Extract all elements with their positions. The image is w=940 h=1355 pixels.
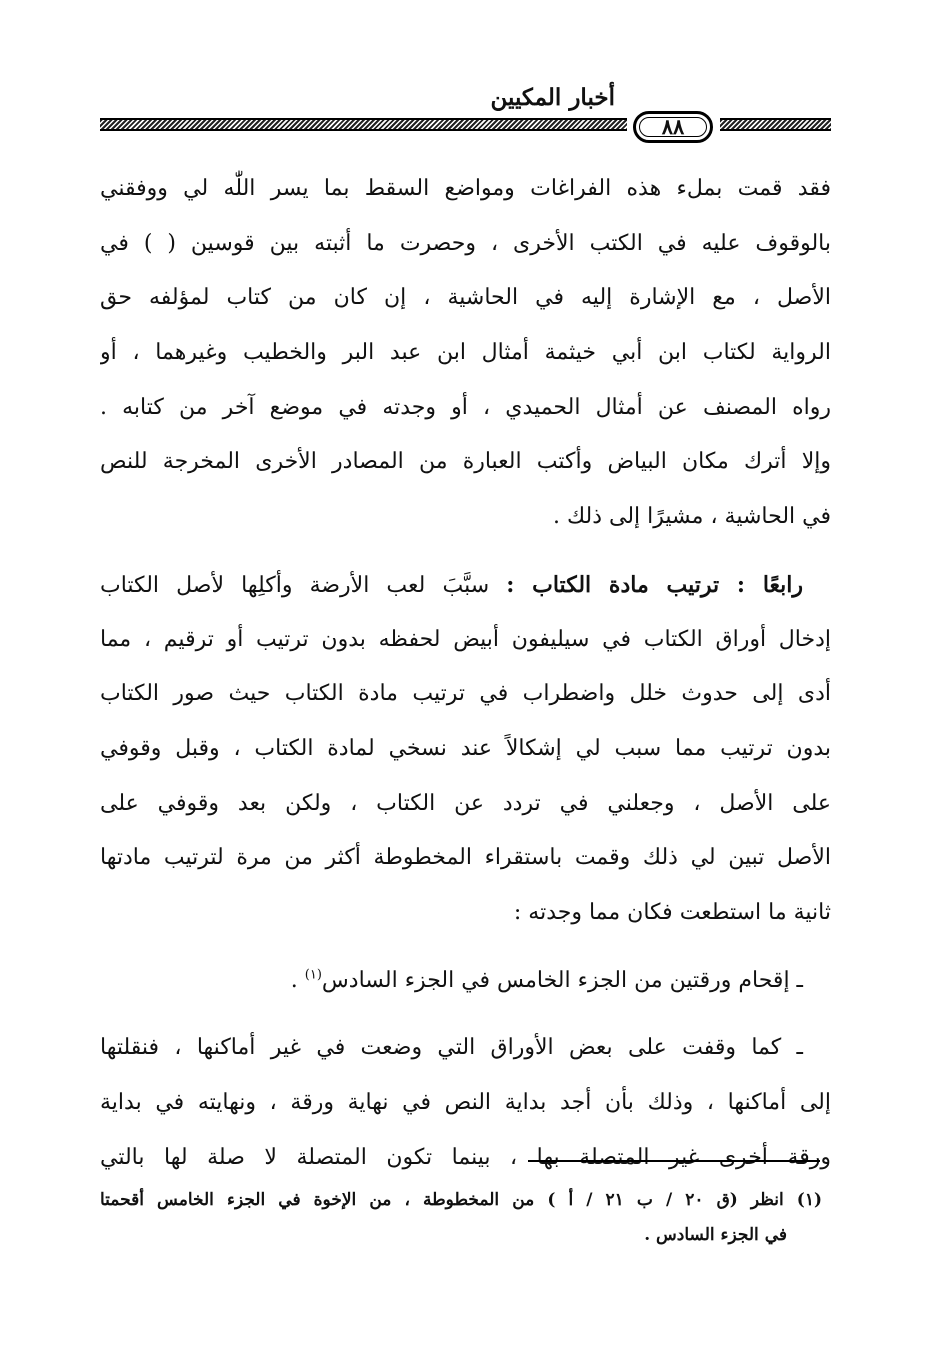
- section-heading-rest: سبَّبَ لعب الأرضة وأكلِها لأصل الكتاب: [100, 572, 490, 598]
- list-item: [100, 954, 831, 1009]
- text-line: رواه المصنف عن أمثال الحميدي ، أو وجدته في موضع آخر من كتابه .: [100, 394, 831, 420]
- list-item-end: .: [290, 967, 298, 993]
- header-rule-right: [720, 118, 831, 131]
- header-rule-left: [100, 118, 627, 131]
- paragraph-gap: [100, 941, 831, 954]
- text-line: على الأصل ، وجعلني في تردد عن الكتاب ، ولكن بعد وقوفي على: [100, 790, 831, 816]
- text-line: بالوقوف عليه في الكتب الأخرى ، وحصرت ما أثبته بين قوسين ( ) في: [100, 230, 831, 256]
- text-line: فقد قمت بملء هذه الفراغات ومواضع السقط بما يسر اللّٰه لي ووفقني: [100, 176, 831, 201]
- paragraph-gap: [100, 545, 831, 558]
- section-heading-line: [100, 558, 831, 613]
- text-line: أدى إلى حدوث خلل واضطراب في ترتيب مادة الكتاب حيث صور الكتاب: [100, 681, 831, 707]
- page-number: ٨٨: [633, 111, 713, 143]
- text-line: في الحاشية ، مشيرًا إلى ذلك .: [553, 504, 831, 530]
- text-line: الأصل تبين لي ذلك وقمت باستقراء المخطوطة أكثر من مرة لترتيب مادتها: [100, 845, 831, 871]
- text-line: إدخال أوراق الكتاب في سيليفون أبيض لحفظه بدون ترتيب أو ترقيم ، مما: [100, 626, 831, 652]
- text-line: ثانية ما استطعت فكان مما وجدته :: [513, 899, 831, 925]
- footnotes: [100, 1183, 822, 1253]
- body-text: [100, 162, 831, 1185]
- section-heading: رابعًا : ترتيب مادة الكتاب :: [506, 571, 803, 598]
- footnote-reference: (١): [304, 967, 322, 983]
- text-line: وإلا أترك مكان البياض وأكتب العبارة من المصادر الأخرى المخرجة للنص: [100, 449, 831, 475]
- text-line: ورقة أخرى غير المتصلة بها ، بينما تكون المتصلة لا صلة لها بالتي: [100, 1144, 831, 1170]
- text-line: الأصل ، مع الإشارة إليه في الحاشية ، إن كان من كتاب لمؤلفه حق: [100, 285, 831, 311]
- list-item: ـ كما وقفت على بعض الأوراق التي وضعت في غير أماكنها ، فنقلتها: [100, 1035, 803, 1061]
- footnote-line: (١) انظر (ق ٢٠ / ب ٢١ / أ ) من المخطوطة ، من الإخوة في الجزء الخامس أقحمتا: [100, 1190, 822, 1210]
- running-title: أخبار المكيين: [490, 84, 615, 111]
- text-line: الرواية لكتاب ابن أبي خيثمة أمثال ابن عبد البر والخطيب وغيرهما ، أو: [100, 340, 831, 366]
- list-item-text: ـ إقحام ورقتين من الجزء الخامس في الجزء السادس: [321, 967, 803, 993]
- text-line: إلى أماكنها ، وذلك بأن أجد بداية النص في نهاية ورقة ، ونهايته في بداية: [100, 1090, 831, 1115]
- text-line: بدون ترتيب مما سبب لي إشكالاً عند نسخي لمادة الكتاب ، وقبل وقوفي: [100, 735, 831, 761]
- footnote-separator: [528, 1160, 820, 1162]
- paragraph-gap: [100, 1008, 831, 1021]
- footnote-line: في الجزء السادس .: [644, 1225, 787, 1245]
